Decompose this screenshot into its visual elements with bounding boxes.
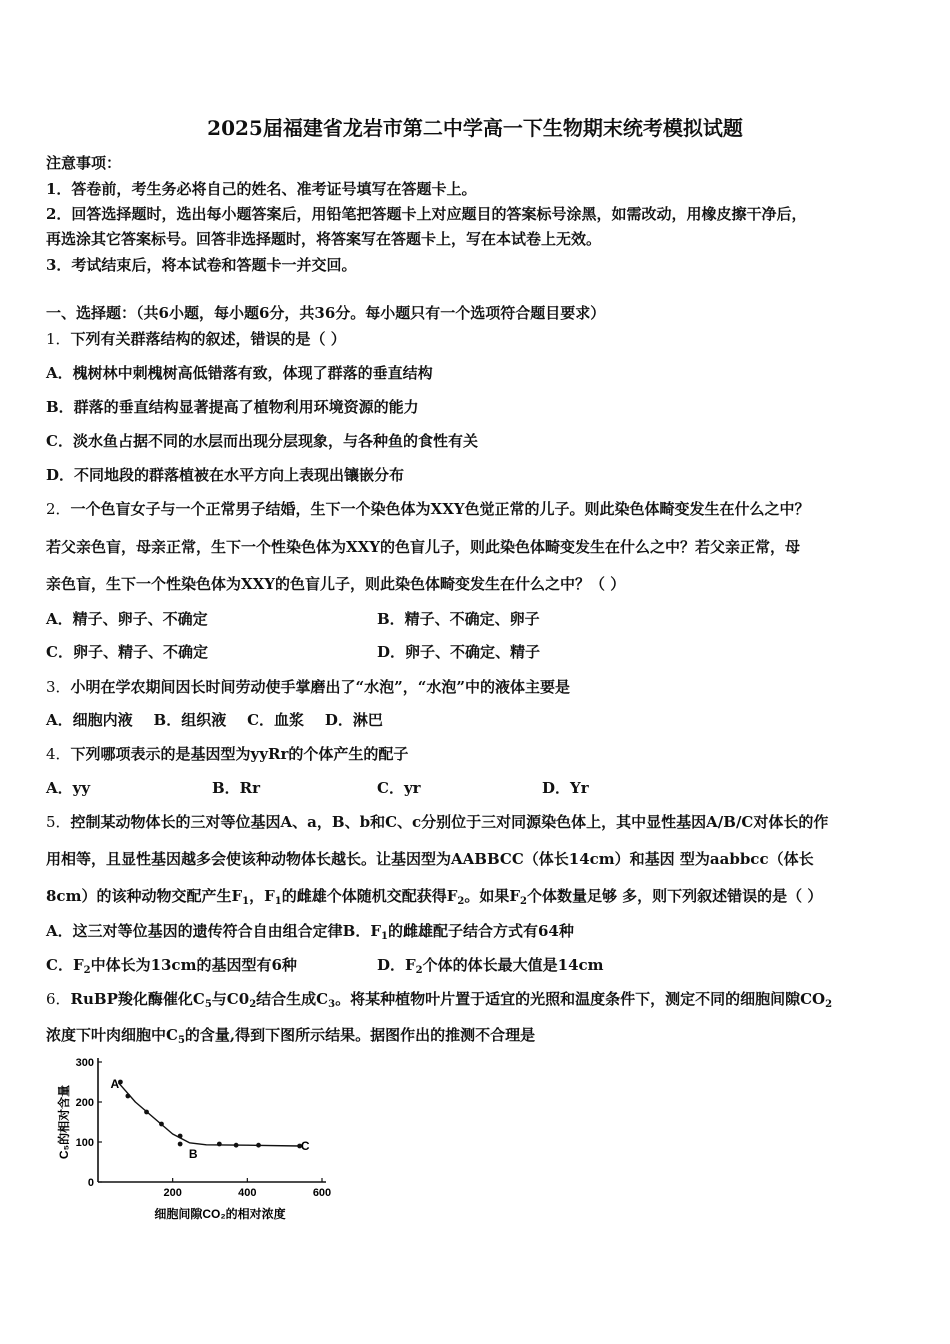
text-run: C．F	[46, 956, 84, 974]
question-number: 2．	[46, 500, 71, 518]
question-6	[46, 988, 832, 1009]
q5-option-b: B．F	[342, 922, 381, 940]
notice-item-3: 3．考试结束后，将本试卷和答题卡一并交回。	[46, 256, 357, 274]
q5-stem-line-3	[46, 885, 822, 906]
question-4	[46, 743, 408, 764]
y-axis-label: C₅的相对含量	[57, 1084, 71, 1160]
x-axis-label: 细胞间隙CO₂的相对浓度	[154, 1207, 286, 1221]
point-annotation: B	[188, 1147, 198, 1161]
subscript: 2	[457, 896, 465, 907]
text-run: 的雌雄配子结合方式有64种	[387, 922, 574, 940]
q1-option-b: B．群落的垂直结构显著提高了植物利用环境资源的能力	[46, 398, 419, 416]
question-5	[46, 811, 828, 832]
question-number: 3．	[46, 678, 71, 696]
subscript: 2	[415, 965, 423, 976]
x-tick-label: 600	[312, 1187, 332, 1199]
point-annotation: A	[110, 1077, 120, 1091]
data-point	[125, 1094, 130, 1099]
subscript: 2	[825, 999, 833, 1010]
data-point	[234, 1143, 239, 1148]
x-tick-label: 200	[163, 1187, 182, 1199]
text-run: D．F	[377, 956, 416, 974]
notice-item-2-cont: 再选涂其它答案标号。回答非选择题时，将答案写在答题卡上，写在本试卷上无效。	[46, 230, 602, 248]
q2-stem-line-3: 亲色盲，生下一个性染色体为XXY的色盲儿子，则此染色体畸变发生在什么之中？（ ）	[46, 575, 626, 593]
subscript: 1	[274, 896, 282, 907]
question-number: 1．	[46, 330, 71, 348]
question-stem: 控制某动物体长的三对等位基因A、a，B、b和C、c分别位于三对同源染色体上，其中显性基因A/B/C对体长的作	[70, 813, 829, 831]
data-point	[159, 1122, 164, 1127]
chart-labels	[56, 1077, 310, 1221]
question-number: 6．	[46, 990, 71, 1008]
q1-option-d: D．不同地段的群落植被在水平方向上表现出镶嵌分布	[46, 466, 405, 484]
text-run: 的雌雄个体随机交配获得F	[281, 887, 458, 905]
c5-content-chart	[40, 1050, 340, 1230]
text-run: RuBP羧化酶催化C	[70, 990, 205, 1008]
data-point	[217, 1142, 222, 1147]
point-annotation: C	[300, 1139, 310, 1153]
subscript: 3	[328, 999, 336, 1010]
y-tick-label: 0	[87, 1177, 94, 1189]
subscript: 1	[242, 896, 250, 907]
notice-item-2: 2．回答选择题时，选出每小题答案后，用铅笔把答题卡上对应题目的答案标号涂黑，如需改动，用橡皮擦干净后，	[46, 205, 807, 223]
subscript: 5	[204, 999, 212, 1010]
chart-curve	[119, 1083, 300, 1146]
text-run: 个体的体长最大值是14cm	[422, 956, 604, 974]
question-stem: 小明在学农期间因长时间劳动使手掌磨出了“水泡”，“水泡”中的液体主要是	[70, 678, 571, 696]
q2-option-a: A．精子、卵子、不确定	[46, 610, 208, 628]
x-tick-label: 400	[238, 1187, 257, 1199]
question-2	[46, 498, 810, 519]
text-run: 个体数量足够 多，则下列叙述错误的是（ ）	[526, 887, 823, 905]
q5-option-c	[46, 954, 297, 975]
chart-points	[118, 1080, 302, 1149]
q6-stem-line-2	[46, 1024, 535, 1045]
subscript: 2	[519, 896, 527, 907]
section-heading: 一、选择题：（共6小题，每小题6分，共36分。每小题只有一个选项符合题目要求）	[46, 304, 606, 322]
y-tick-label: 300	[75, 1057, 94, 1069]
series-line	[119, 1083, 300, 1146]
q4-option-d: D．Yr	[542, 779, 589, 797]
text-run: ，F	[249, 887, 275, 905]
q2-stem-line-2: 若父亲色盲，母亲正常，生下一个性染色体为XXY的色盲儿子，则此染色体畸变发生在什么之中？若父亲正常，母	[46, 538, 800, 556]
q2-option-b: B．精子、不确定、卵子	[377, 610, 540, 628]
notice-item-1: 1．答卷前，考生务必将自己的姓名、准考证号填写在答题卡上。	[46, 180, 477, 198]
q3-options: A．细胞内液 B．组织液 C．血浆 D．淋巴	[46, 711, 383, 729]
text-run: 浓度下叶肉细胞中C	[46, 1026, 178, 1044]
text-run: 。如果F	[464, 887, 520, 905]
data-point	[256, 1143, 261, 1148]
q1-option-c: C．淡水鱼占据不同的水层而出现分层现象，与各种鱼的食性有关	[46, 432, 478, 450]
data-point	[178, 1134, 183, 1139]
q4-option-c: C．yr	[377, 779, 421, 797]
subscript: 1	[380, 931, 388, 942]
question-number: 4．	[46, 745, 71, 763]
q5-option-d	[377, 954, 604, 975]
question-1	[46, 328, 346, 349]
y-tick-label: 100	[75, 1137, 94, 1149]
question-3	[46, 676, 570, 697]
q4-option-b: B．Rr	[212, 779, 261, 797]
data-point	[178, 1142, 183, 1147]
text-run: 。将某种植物叶片置于适宜的光照和温度条件下，测定不同的细胞间隙CO	[335, 990, 826, 1008]
text-run: 中体长为13cm的基因型有6种	[90, 956, 297, 974]
subscript: 5	[177, 1035, 185, 1046]
question-number: 5．	[46, 813, 71, 831]
question-stem: 下列有关群落结构的叙述，错误的是（ ）	[70, 330, 346, 348]
q5-option-a	[46, 920, 574, 941]
y-tick-label: 200	[75, 1097, 94, 1109]
question-stem: 下列哪项表示的是基因型为yyRr的个体产生的配子	[70, 745, 409, 763]
q1-option-a: A．槐树林中刺槐树高低错落有致，体现了群落的垂直结构	[46, 364, 433, 382]
text-run: 8cm）的该种动物交配产生F	[46, 887, 243, 905]
q2-option-c: C．卵子、精子、不确定	[46, 643, 208, 661]
text-run: 的含量,得到下图所示结果。据图作出的推测不合理是	[184, 1026, 536, 1044]
q5-stem-line-2: 用相等，且显性基因越多会使该种动物体长越长。让基因型为AABBCC（体长14cm）和基因 型为aabbcc（体长	[46, 850, 814, 868]
text-run: 与C0	[211, 990, 250, 1008]
q2-option-d: D．卵子、不确定、精子	[377, 643, 541, 661]
data-point	[144, 1110, 149, 1115]
subscript: 2	[249, 999, 257, 1010]
page-title: 2025届福建省龙岩市第二中学高一下生物期末统考模拟试题	[207, 116, 743, 140]
text-run: A．这三对等位基因的遗传符合自由组合定律	[46, 922, 343, 940]
text-run: 结合生成C	[256, 990, 329, 1008]
q4-option-a: A．yy	[46, 779, 91, 797]
notice-heading: 注意事项：	[46, 154, 122, 172]
subscript: 2	[83, 965, 91, 976]
question-stem: 一个色盲女子与一个正常男子结婚，生下一个染色体为XXY色觉正常的儿子。则此染色体畸变发生在什么之中？	[70, 500, 810, 518]
